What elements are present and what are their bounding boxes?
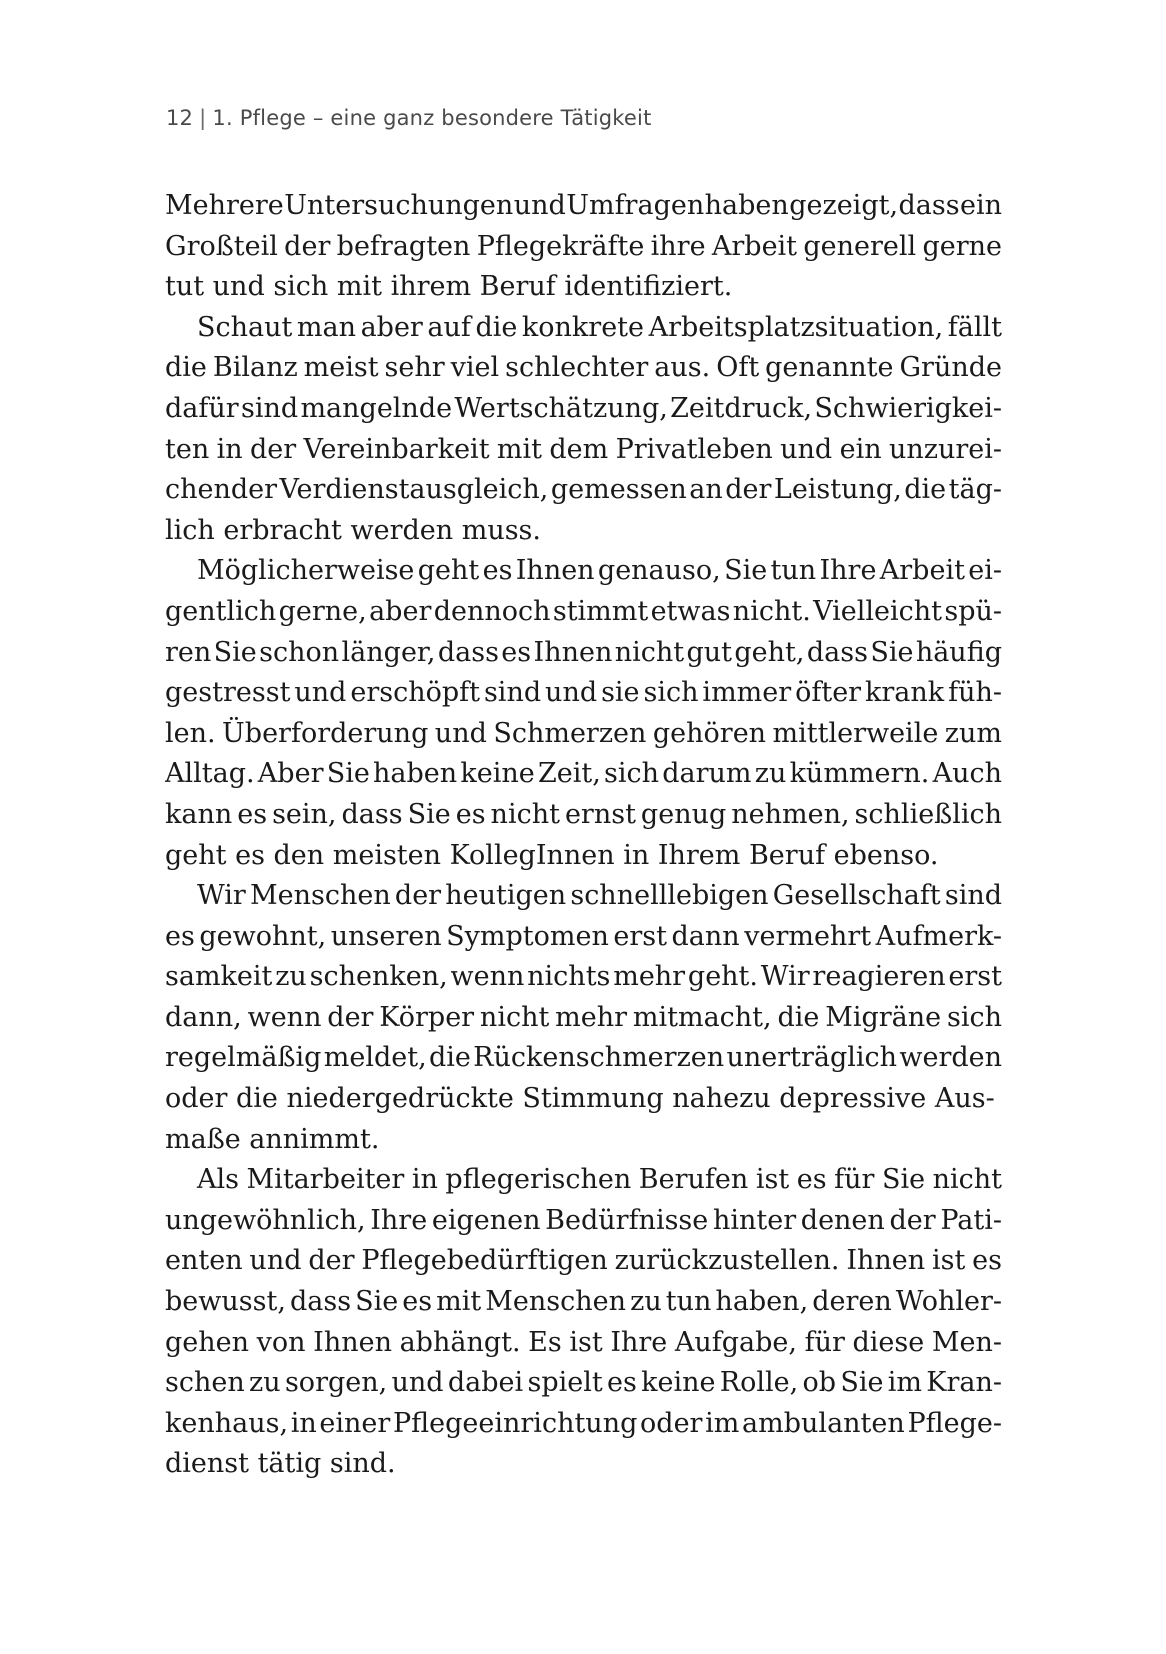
running-head — [166, 106, 652, 130]
text-line: Großteil der befragten Pflegekräfte ihre Arbeit generell gerne — [165, 230, 1002, 262]
text-line: lich erbracht werden muss. — [165, 514, 541, 546]
text-line: es gewohnt, unseren Symptomen erst dann vermehrt Aufmerk- — [165, 920, 1002, 952]
text-line: Möglicherweise geht es Ihnen genauso, Sie tun Ihre Arbeit ei- — [197, 555, 1002, 587]
page-number: 12 — [166, 106, 194, 130]
text-line: Mehrere Untersuchungen und Umfragen haben gezeigt, dass ein — [165, 190, 1002, 221]
text-line: gehen von Ihnen abhängt. Es ist Ihre Aufgabe, für diese Men- — [165, 1326, 1002, 1358]
text-line: regelmäßig meldet, die Rückenschmerzen unerträglich werden — [165, 1042, 1002, 1074]
text-line: oder die niedergedrückte Stimmung nahezu depressive Aus- — [165, 1083, 995, 1115]
text-line: die Bilanz meist sehr viel schlechter aus. Oft genannte Gründe — [165, 352, 1002, 384]
header-separator: | — [199, 106, 207, 130]
text-line: tut und sich mit ihrem Beruf identifiziert. — [165, 271, 733, 303]
text-line: gestresst und erschöpft sind und sie sich immer öfter krank füh- — [165, 677, 1002, 709]
text-line: ren Sie schon länger, dass es Ihnen nicht gut geht, dass Sie häufig — [165, 636, 1002, 668]
text-line: len. Überforderung und Schmerzen gehören mittlerweile zum — [165, 717, 1002, 749]
text-line: kann es sein, dass Sie es nicht ernst genug nehmen, schließlich — [165, 798, 1002, 830]
text-line: geht es den meisten KollegInnen in Ihrem Beruf ebenso. — [165, 839, 939, 871]
text-line: ten in der Vereinbarkeit mit dem Privatleben und ein unzurei- — [165, 433, 1002, 465]
text-line: dann, wenn der Körper nicht mehr mitmacht, die Migräne sich — [165, 1001, 1002, 1033]
text-line: Schaut man aber auf die konkrete Arbeitsplatzsituation, fällt — [197, 311, 1002, 343]
paragraph-5 — [165, 1160, 1002, 1485]
text-line: enten und der Pflegebedürftigen zurückzustellen. Ihnen ist es — [165, 1245, 1002, 1277]
text-line: dafür sind mangelnde Wertschätzung, Zeitdruck, Schwierigkei- — [165, 392, 1002, 424]
text-line: Wir Menschen der heutigen schnelllebigen Gesellschaft sind — [197, 880, 1002, 912]
text-line: schen zu sorgen, und dabei spielt es keine Rolle, ob Sie im Kran- — [165, 1367, 1002, 1399]
text-line: dienst tätig sind. — [165, 1448, 396, 1480]
text-line: maße annimmt. — [165, 1123, 380, 1155]
text-line: kenhaus, in einer Pflegeeinrichtung oder im ambulanten Pflege- — [165, 1407, 1002, 1439]
paragraph-3 — [165, 551, 1002, 876]
text-line: bewusst, dass Sie es mit Menschen zu tun haben, deren Wohler- — [165, 1286, 1002, 1318]
paragraph-2 — [165, 308, 1002, 552]
text-line: Als Mitarbeiter in pflegerischen Berufen ist es für Sie nicht — [197, 1164, 1002, 1196]
text-line: Alltag. Aber Sie haben keine Zeit, sich darum zu kümmern. Auch — [165, 758, 1002, 790]
chapter-title: 1. Pflege – eine ganz besondere Tätigkeit — [212, 106, 652, 130]
paragraph-4 — [165, 876, 1002, 1160]
paragraph-1 — [165, 186, 1002, 308]
text-line: ungewöhnlich, Ihre eigenen Bedürfnisse hinter denen der Pati- — [165, 1204, 1002, 1236]
text-line: gentlich gerne, aber dennoch stimmt etwas nicht. Vielleicht spü- — [165, 595, 1002, 627]
body-text — [165, 186, 1002, 1485]
text-line: samkeit zu schenken, wenn nichts mehr geht. Wir reagieren erst — [165, 961, 1002, 993]
text-line: chender Verdienstausgleich, gemessen an der Leistung, die täg- — [165, 474, 1002, 506]
